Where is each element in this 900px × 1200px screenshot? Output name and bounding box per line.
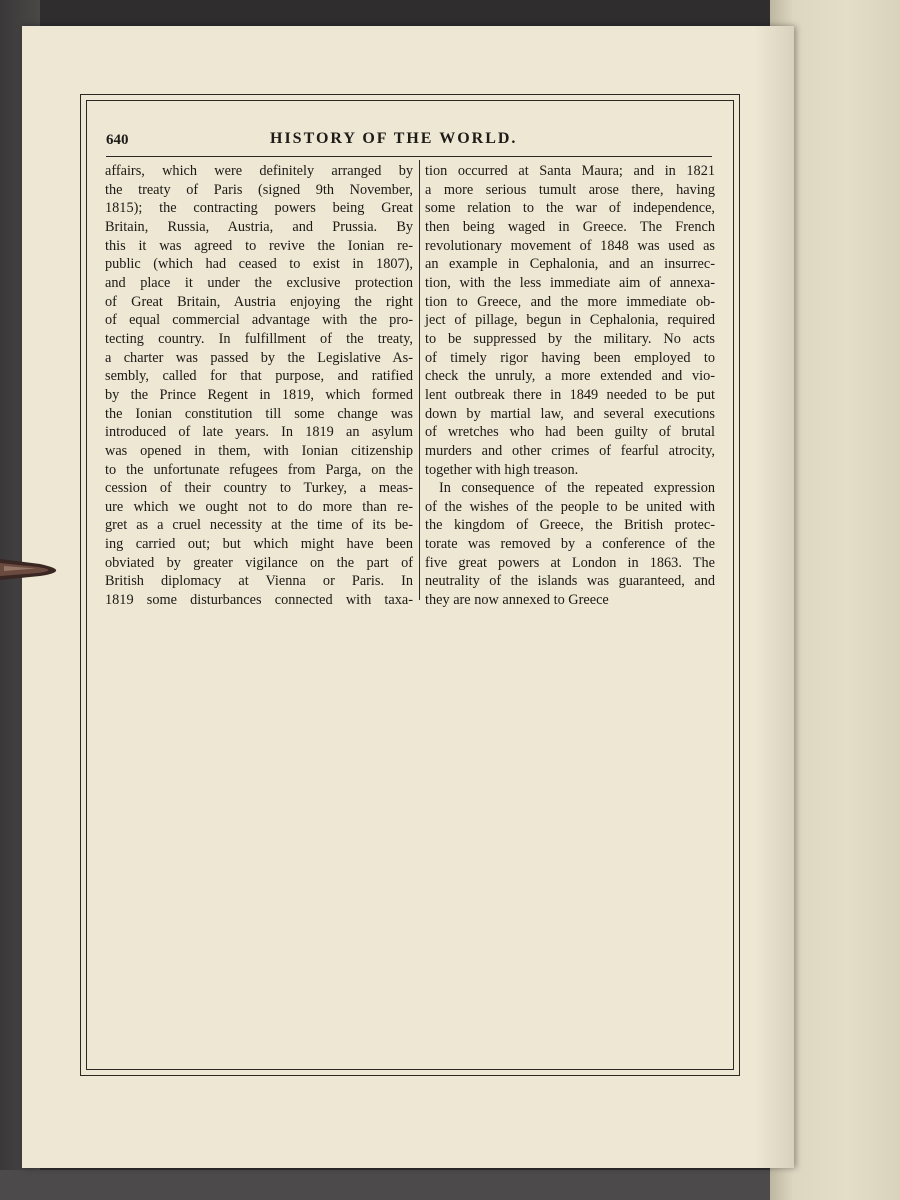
text-line: of equal commercial advantage with the pro-: [105, 312, 413, 329]
text-line: a more serious tumult arose there, having: [425, 181, 715, 198]
text-line: public (which had ceased to exist in 1807),: [105, 256, 413, 273]
text-line: neutrality of the islands was guaranteed, and: [425, 573, 715, 590]
text-line: torate was removed by a conference of the: [425, 536, 715, 553]
header-rule: [106, 156, 712, 157]
text-line: a charter was passed by the Legislative As-: [105, 349, 413, 366]
text-line: to be suppressed by the military. No acts: [425, 330, 715, 347]
text-line: of wretches who had been guilty of brutal: [425, 424, 715, 441]
text-line: and place it under the exclusive protection: [105, 274, 413, 291]
text-line: this it was agreed to revive the Ionian re-: [105, 237, 413, 254]
text-line: the kingdom of Greece, the British protec-: [425, 517, 715, 534]
text-line: to the unfortunate refugees from Parga, on the: [105, 461, 413, 478]
text-line: murders and other crimes of fearful atrocity,: [425, 442, 715, 459]
text-line: of timely rigor having been employed to: [425, 349, 715, 366]
text-line: down by martial law, and several executions: [425, 405, 715, 422]
text-line: then being waged in Greece. The French: [425, 218, 715, 235]
text-line: obviated by greater vigilance on the part of: [105, 554, 413, 571]
binder-clip-icon: [0, 555, 60, 583]
text-line: affairs, which were definitely arranged by: [105, 163, 413, 179]
text-line: tion occurred at Santa Maura; and in 1821: [425, 163, 715, 179]
text-line: sembly, called for that purpose, and ratified: [105, 368, 413, 385]
page-number: 640: [106, 132, 129, 148]
text-line: of Great Britain, Austria enjoying the right: [105, 293, 413, 310]
text-line: lent outbreak there in 1849 needed to be put: [425, 386, 715, 403]
text-line: the Ionian constitution till some change was: [105, 405, 413, 422]
text-column-left: [105, 162, 413, 610]
text-line: tion to Greece, and the more immediate ob-: [425, 293, 715, 310]
text-line: British diplomacy at Vienna or Paris. In: [105, 573, 413, 590]
text-line: 1819 some disturbances connected with taxa-: [105, 592, 413, 609]
text-line: In consequence of the repeated expression: [439, 480, 715, 497]
text-line: they are now annexed to Greece: [425, 592, 609, 609]
text-line: of the wishes of the people to be united with: [425, 498, 715, 515]
text-line: together with high treason.: [425, 461, 579, 478]
text-line: ing carried out; but which might have been: [105, 536, 413, 553]
text-line: gret as a cruel necessity at the time of its be-: [105, 517, 413, 534]
text-line: five great powers at London in 1863. The: [425, 554, 715, 571]
text-line: an example in Cephalonia, and an insurrec-: [425, 256, 715, 273]
text-line: tion, with the less immediate aim of annexa-: [425, 274, 715, 291]
background-table: [0, 1170, 900, 1200]
text-line: ject of pillage, begun in Cephalonia, required: [425, 312, 715, 329]
text-line: was opened in them, with Ionian citizenship: [105, 442, 413, 459]
text-line: cession of their country to Turkey, a meas-: [105, 480, 413, 497]
text-line: 1815); the contracting powers being Great: [105, 200, 413, 217]
text-line: some relation to the war of independence,: [425, 200, 715, 217]
text-line: the treaty of Paris (signed 9th November,: [105, 181, 413, 198]
text-line: tecting country. In fulfillment of the treaty,: [105, 330, 413, 347]
text-line: revolutionary movement of 1848 was used as: [425, 237, 715, 254]
column-divider: [419, 160, 420, 600]
text-column-right: [425, 162, 715, 610]
text-line: ure which we ought not to do more than re-: [105, 498, 413, 515]
text-line: Britain, Russia, Austria, and Prussia. By: [105, 218, 413, 235]
text-line: introduced of late years. In 1819 an asylum: [105, 424, 413, 441]
text-line: check the unruly, a more extended and vio-: [425, 368, 715, 385]
text-line: by the Prince Regent in 1819, which formed: [105, 386, 413, 403]
running-title: HISTORY OF THE WORLD.: [270, 130, 518, 147]
